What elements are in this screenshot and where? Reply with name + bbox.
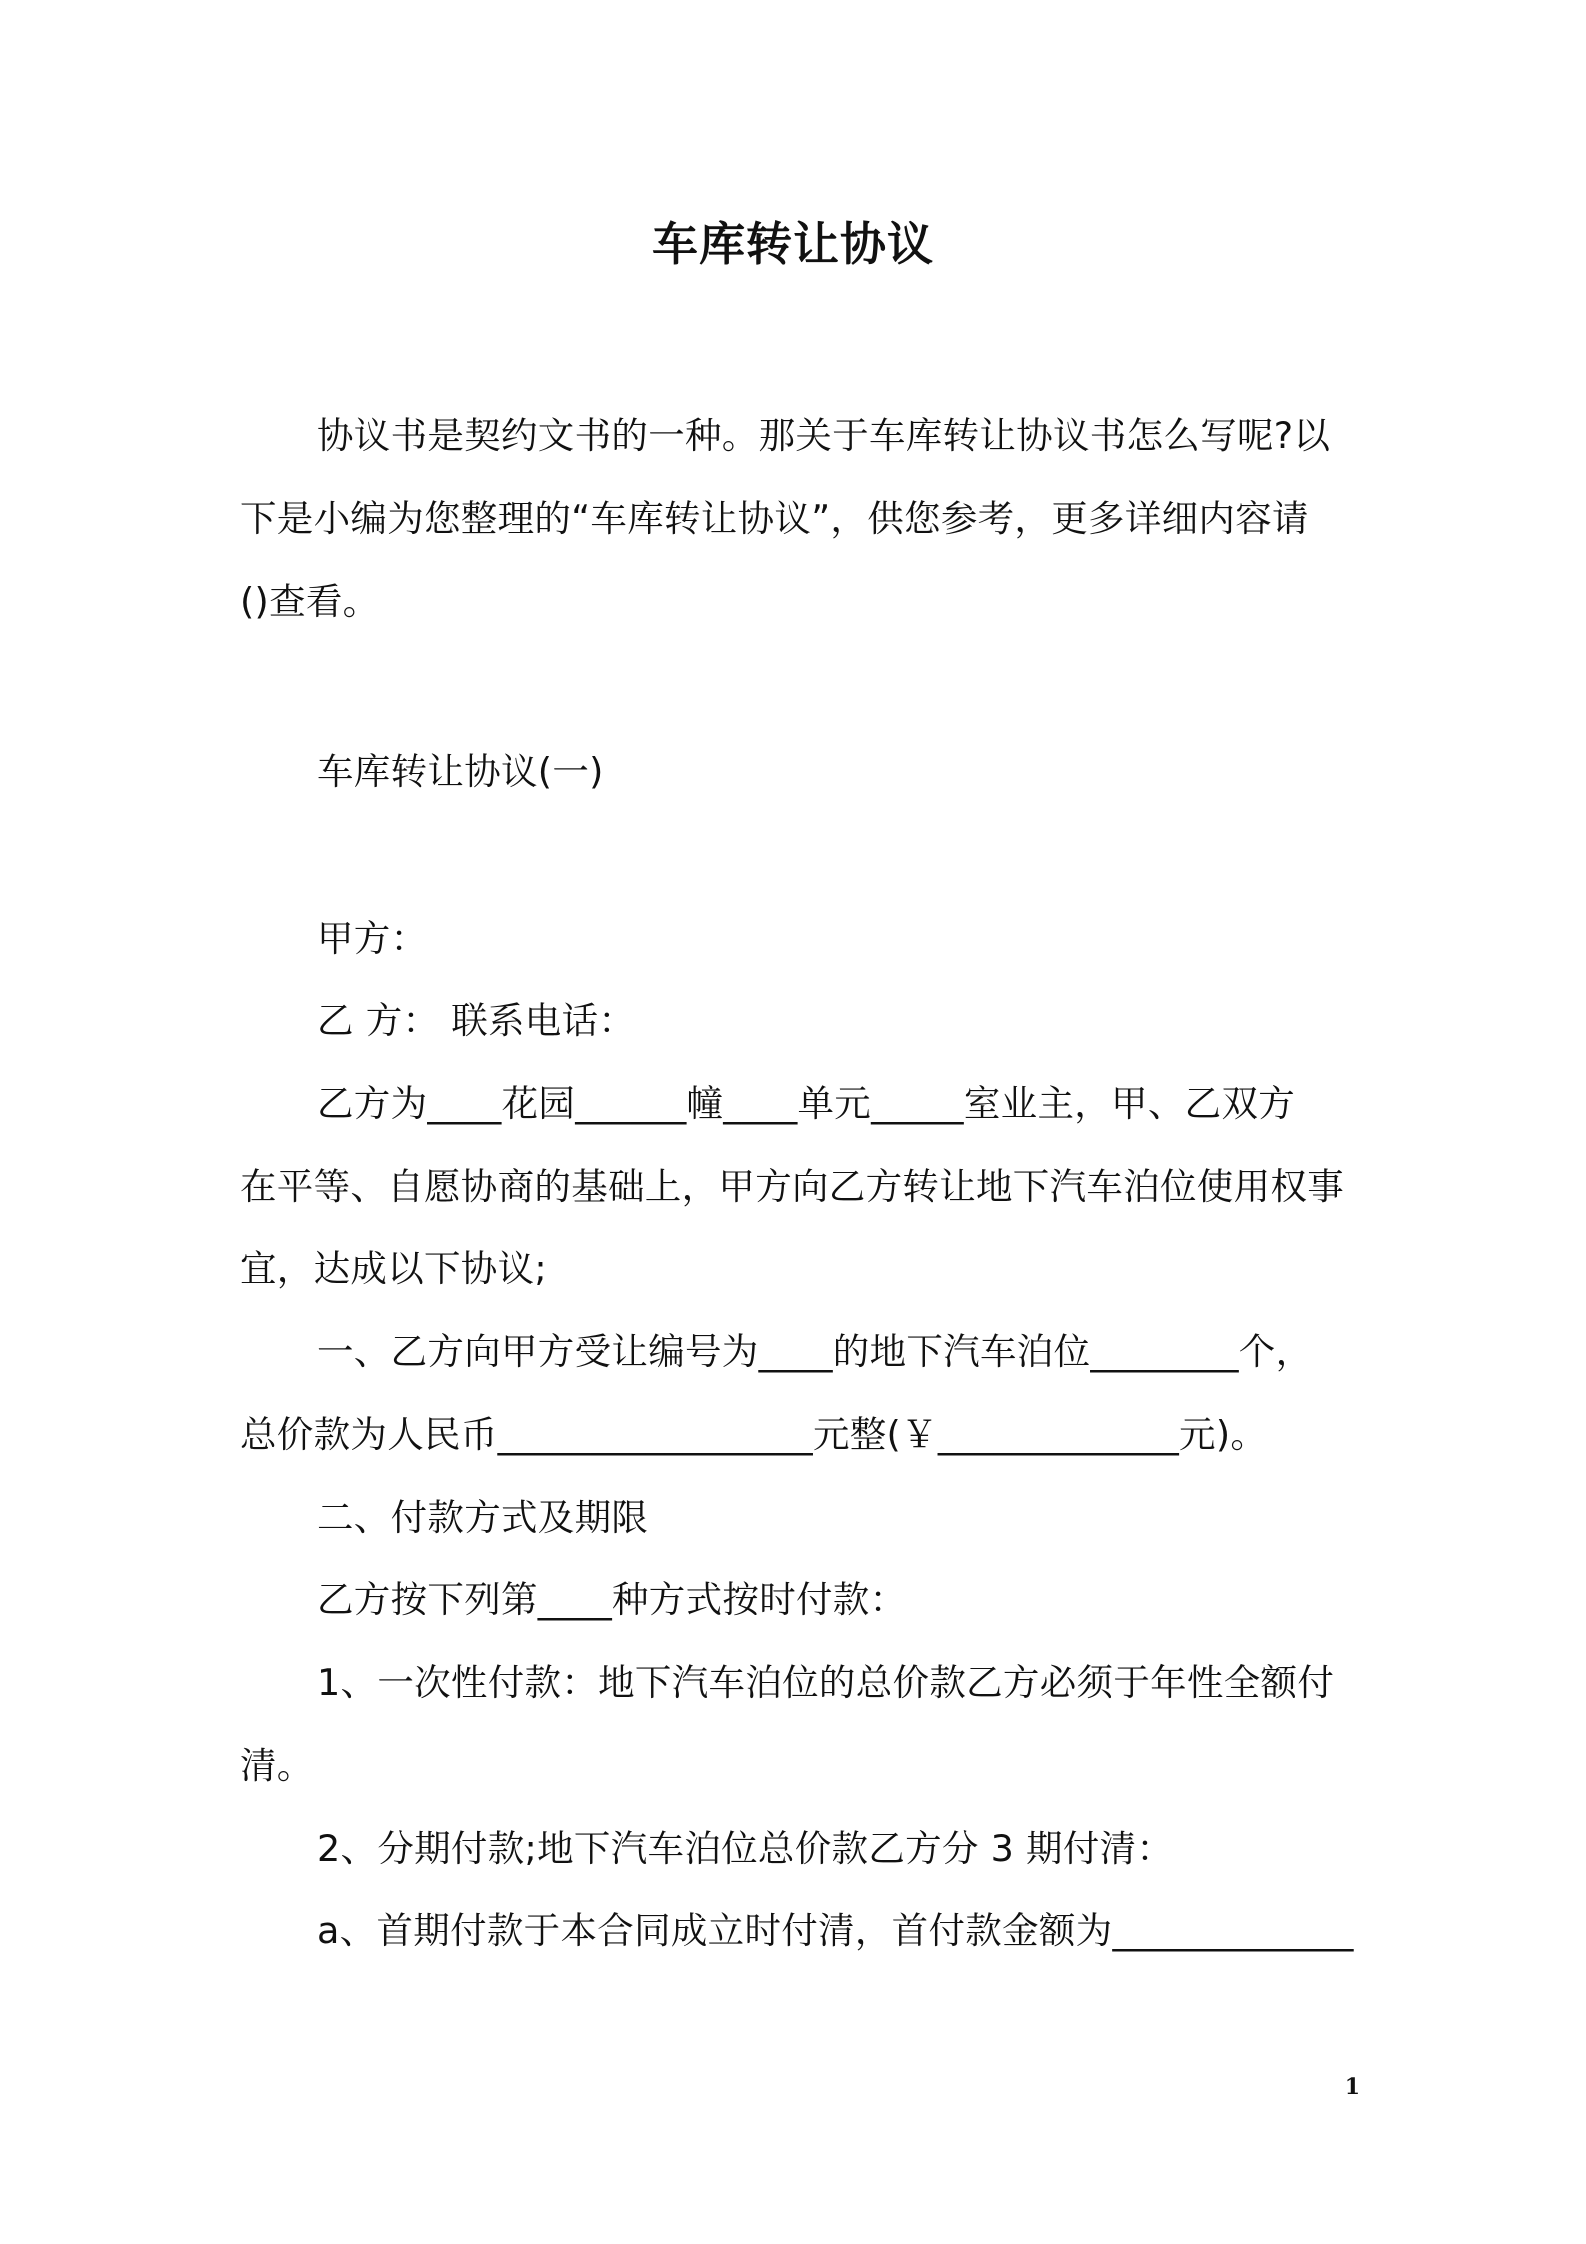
recital-line-1: 乙方为____花园______幢____单元_____室业主，甲、乙双方 xyxy=(317,1082,1296,1125)
section-title: 车库转让协议(一) xyxy=(317,750,604,793)
clause-two-title: 二、付款方式及期限 xyxy=(317,1496,649,1539)
option-one-line-2: 清。 xyxy=(240,1744,314,1787)
option-one-line-1: 1、一次性付款：地下汽车泊位的总价款乙方必须于年性全额付 xyxy=(317,1661,1335,1704)
intro-line-3: ()查看。 xyxy=(240,580,380,623)
clause-two-intro: 乙方按下列第____种方式按时付款： xyxy=(317,1578,907,1621)
intro-line-1: 协议书是契约文书的一种。那关于车库转让协议书怎么写呢?以 xyxy=(317,414,1331,457)
clause-one-line-1: 一、乙方向甲方受让编号为____的地下汽车泊位________个， xyxy=(317,1330,1313,1373)
page-number: 1 xyxy=(1344,2074,1360,2100)
recital-line-3: 宜，达成以下协议; xyxy=(240,1247,547,1290)
recital-line-2: 在平等、自愿协商的基础上，甲方向乙方转让地下汽车泊位使用权事 xyxy=(240,1165,1344,1208)
clause-one-line-2: 总价款为人民币_________________元整(￥_____________元)。 xyxy=(240,1413,1268,1456)
party-b-label: 乙 方： 联系电话： xyxy=(317,999,636,1042)
option-two: 2、分期付款;地下汽车泊位总价款乙方分 3 期付清： xyxy=(317,1827,1174,1870)
option-two-a: a、首期付款于本合同成立时付清，首付款金额为_____________ xyxy=(317,1909,1354,1952)
document-title: 车库转让协议 xyxy=(652,217,934,271)
party-a-label: 甲方： xyxy=(317,917,428,960)
intro-line-2: 下是小编为您整理的“车库转让协议”，供您参考，更多详细内容请 xyxy=(240,497,1309,540)
